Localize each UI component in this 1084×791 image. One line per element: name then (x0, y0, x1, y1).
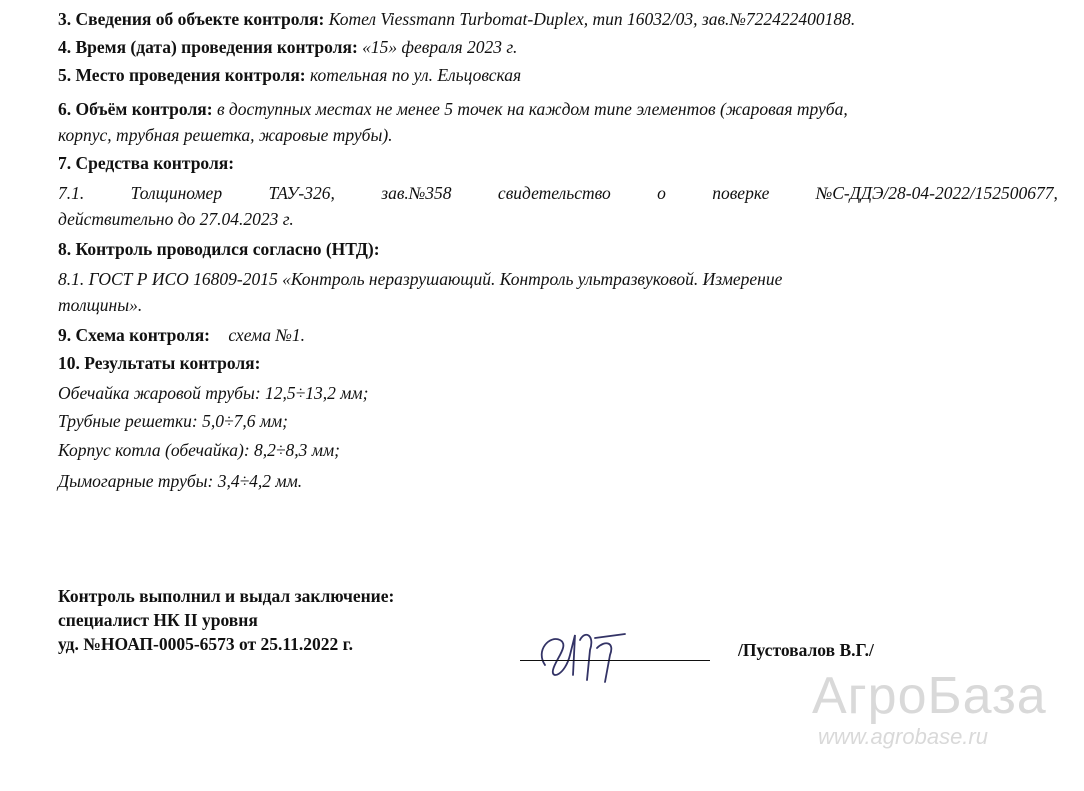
agrobase-watermark (812, 668, 1047, 750)
item-5-line (58, 62, 1064, 88)
signature-line-3: уд. №НОАП-0005-6573 от 25.11.2022 г. (58, 634, 354, 654)
item-3-line (58, 6, 1064, 32)
item-4-line (58, 34, 1064, 60)
result-line: Корпус котла (обечайка): 8,2÷8,3 мм; (58, 440, 340, 460)
item-4-value: «15» февраля 2023 г. (362, 37, 518, 57)
item-8-sub-line1: 8.1. ГОСТ Р ИСО 16809-2015 «Контроль неразрушающий. Контроль ультразвуковой. Измерение (58, 269, 783, 289)
item-7-word: №С-ДДЭ/28-04-2022/152500677, (815, 183, 1058, 203)
item-7-word: о (657, 183, 666, 203)
item-9-line (58, 322, 1064, 348)
item-7-word: 7.1. (58, 183, 85, 203)
item-6-label: 6. Объём контроля: (58, 99, 213, 119)
item-6-line (58, 96, 1064, 122)
result-line: Трубные решетки: 5,0÷7,6 мм; (58, 411, 288, 431)
item-3-value: Котел Viessmann Turbomat-Duplex, тип 16032/03, зав.№722422400188. (328, 9, 856, 29)
item-7-word: зав.№358 (381, 183, 452, 203)
item-9-label: 9. Схема контроля: (58, 325, 211, 345)
item-9-value: схема №1. (228, 325, 305, 345)
item-6-value-line2: корпус, трубная решетка, жаровые трубы). (58, 125, 393, 145)
item-8-sub-line2: толщины». (58, 295, 143, 315)
result-line: Обечайка жаровой трубы: 12,5÷13,2 мм; (58, 383, 369, 403)
item-7-word: ТАУ-326, (268, 183, 335, 203)
item-4-label: 4. Время (дата) проведения контроля: (58, 37, 358, 57)
item-3-label: 3. Сведения об объекте контроля: (58, 9, 325, 29)
item-7-word: поверке (712, 183, 770, 203)
item-7-sub-line2: действительно до 27.04.2023 г. (58, 209, 294, 229)
item-8-label: 8. Контроль проводился согласно (НТД): (58, 239, 380, 259)
item-7-word: свидетельство (497, 183, 611, 203)
signature-line-2: специалист НК II уровня (58, 610, 258, 630)
item-6-value-line1: в доступных местах не менее 5 точек на каждом типе элементов (жаровая труба, (216, 99, 848, 119)
result-line: Дымогарные трубы: 3,4÷4,2 мм. (58, 471, 303, 491)
watermark-title: АгроБаза (812, 667, 1047, 725)
signature-line-1: Контроль выполнил и выдал заключение: (58, 586, 395, 606)
handwritten-signature (525, 620, 635, 690)
item-7-sub-line1 (58, 180, 1058, 206)
item-5-label: 5. Место проведения контроля: (58, 65, 306, 85)
item-5-value: котельная по ул. Ельцовская (310, 65, 522, 85)
item-7-label: 7. Средства контроля: (58, 153, 235, 173)
item-10-label: 10. Результаты контроля: (58, 353, 261, 373)
watermark-url: www.agrobase.ru (818, 724, 988, 749)
signature-underline (520, 660, 710, 661)
item-7-word: Толщиномер (130, 183, 223, 203)
signer-name: /Пустовалов В.Г./ (738, 640, 874, 660)
